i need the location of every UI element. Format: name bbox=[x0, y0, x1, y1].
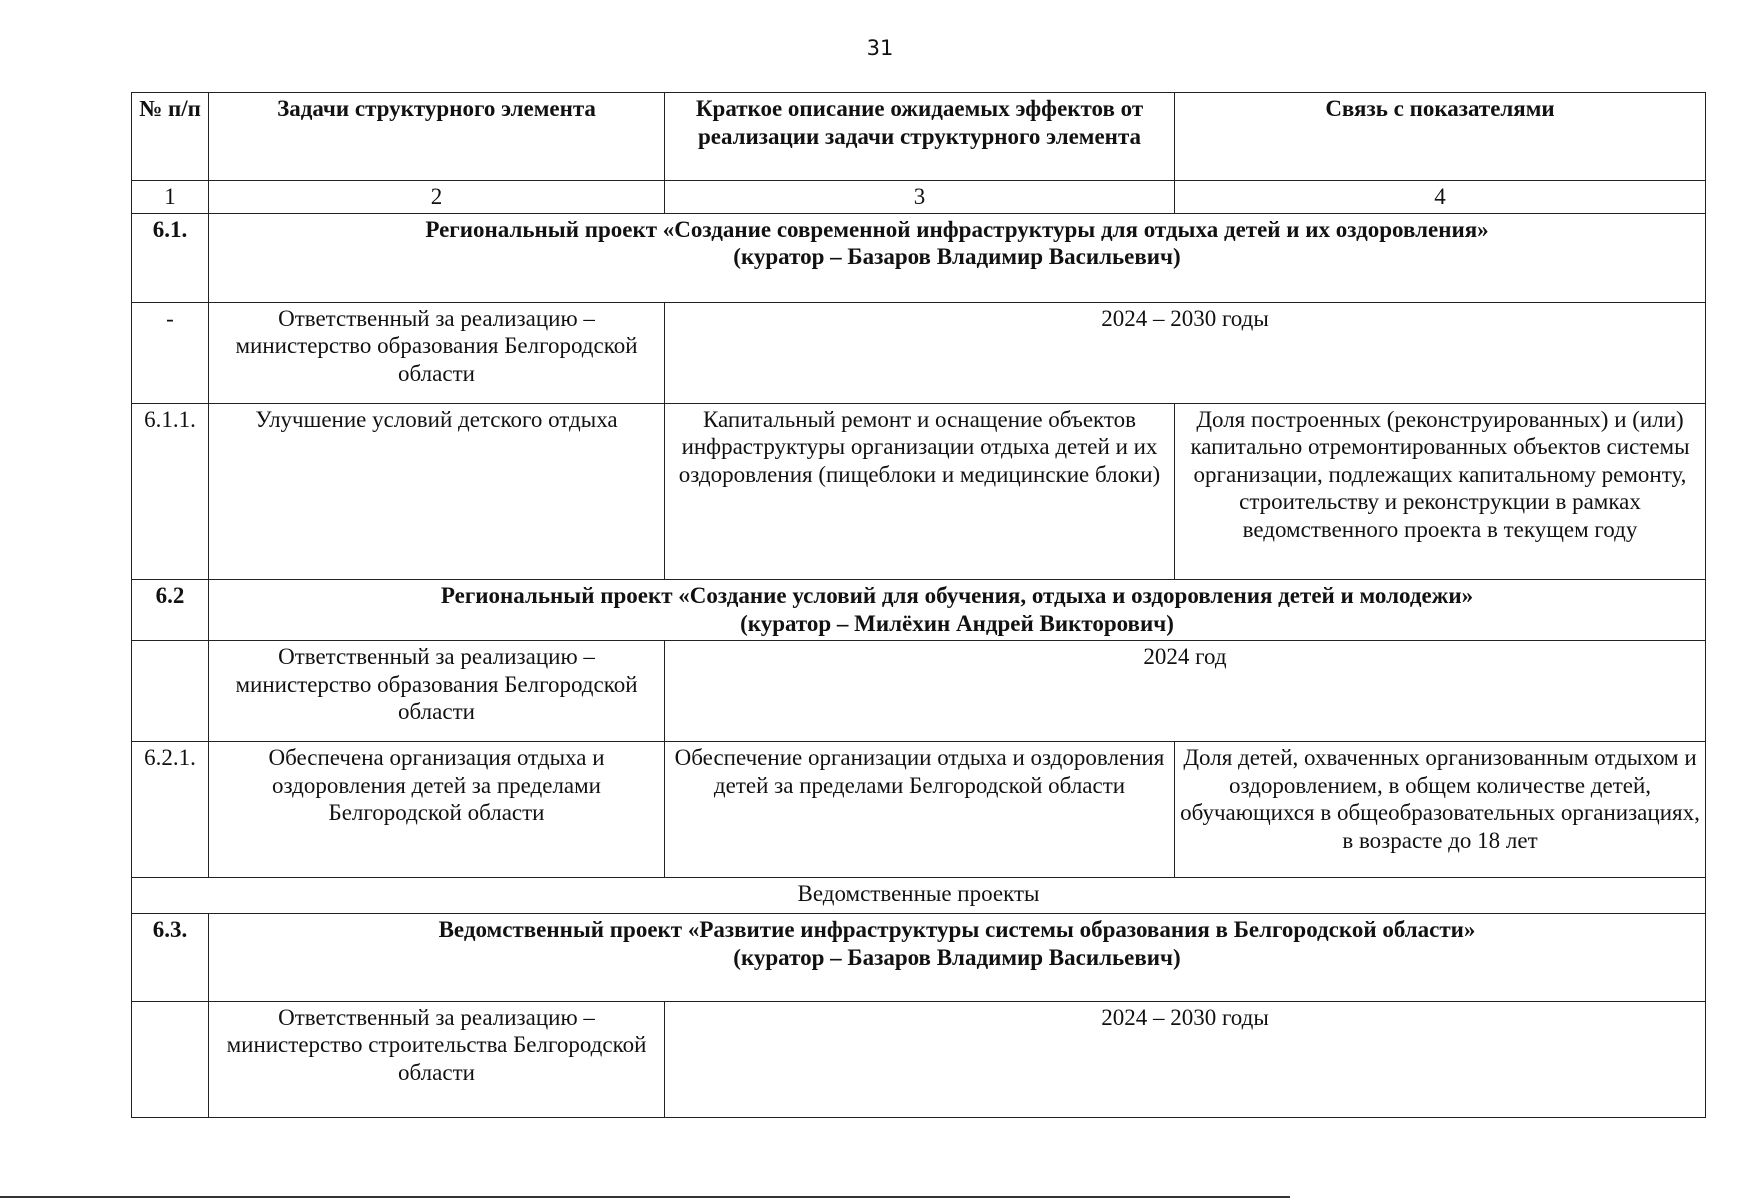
period-cell: 2024 год bbox=[665, 641, 1706, 742]
indicator-cell: Доля построенных (реконструированных) и (или) капитально отремонтированных объектов системы организации, подлежащих капитальному ремонту, строительству и реконструкции в рамках ведомственного проекта в текущем году bbox=[1175, 403, 1706, 580]
project-row bbox=[132, 213, 1706, 302]
header-tasks: Задачи структурного элемента bbox=[209, 93, 665, 181]
project-title-cell bbox=[209, 913, 1706, 1001]
project-title-cell bbox=[209, 580, 1706, 641]
structural-elements-table bbox=[131, 92, 1706, 1118]
effect-cell: Капитальный ремонт и оснащение объектов инфраструктуры организации отдыха детей и их оздоровления (пищеблоки и медицинские блоки) bbox=[665, 403, 1175, 580]
project-number: 6.2 bbox=[132, 580, 209, 641]
period-cell: 2024 – 2030 годы bbox=[665, 302, 1706, 403]
task-number: 6.1.1. bbox=[132, 403, 209, 580]
project-curator: (куратор – Базаров Владимир Васильевич) bbox=[733, 944, 1181, 970]
column-numbers-row bbox=[132, 180, 1706, 213]
responsible-row bbox=[132, 1001, 1706, 1117]
row-marker bbox=[132, 641, 209, 742]
project-curator: (куратор – Базаров Владимир Васильевич) bbox=[733, 244, 1181, 270]
project-title: Ведомственный проект «Развитие инфраструктуры системы образования в Белгородской области» bbox=[438, 916, 1476, 942]
task-row bbox=[132, 403, 1706, 580]
header-effects: Краткое описание ожидаемых эффектов от реализации задачи структурного элемента bbox=[665, 93, 1175, 181]
responsible-cell: Ответственный за реализацию – министерство образования Белгородской области bbox=[209, 641, 665, 742]
responsible-cell: Ответственный за реализацию – министерство строительства Белгородской области bbox=[209, 1001, 665, 1117]
project-curator: (куратор – Милёхин Андрей Викторович) bbox=[740, 611, 1174, 637]
column-number: 1 bbox=[132, 180, 209, 213]
project-number: 6.3. bbox=[132, 913, 209, 1001]
column-number: 3 bbox=[665, 180, 1175, 213]
period-cell: 2024 – 2030 годы bbox=[665, 1001, 1706, 1117]
task-cell: Обеспечена организация отдыха и оздоровления детей за пределами Белгородской области bbox=[209, 742, 665, 877]
bottom-rule bbox=[0, 1196, 1290, 1198]
column-number: 4 bbox=[1175, 180, 1706, 213]
row-marker bbox=[132, 1001, 209, 1117]
project-row bbox=[132, 913, 1706, 1001]
row-marker: - bbox=[132, 302, 209, 403]
header-number: № п/п bbox=[132, 93, 209, 181]
task-number: 6.2.1. bbox=[132, 742, 209, 877]
section-row bbox=[132, 877, 1706, 913]
task-cell: Улучшение условий детского отдыха bbox=[209, 403, 665, 580]
indicator-cell: Доля детей, охваченных организованным отдыхом и оздоровлением, в общем количестве детей, обучающихся в общеобразовательных организациях, в возрасте до 18 лет bbox=[1175, 742, 1706, 877]
project-number: 6.1. bbox=[132, 213, 209, 302]
project-title: Региональный проект «Создание условий для обучения, отдыха и оздоровления детей и молодежи» bbox=[440, 583, 1474, 609]
effect-cell: Обеспечение организации отдыха и оздоровления детей за пределами Белгородской области bbox=[665, 742, 1175, 877]
responsible-row bbox=[132, 302, 1706, 403]
page-number: 31 bbox=[866, 36, 894, 60]
column-number: 2 bbox=[209, 180, 665, 213]
section-heading: Ведомственные проекты bbox=[132, 877, 1706, 913]
header-row bbox=[132, 93, 1706, 181]
project-title-cell bbox=[209, 213, 1706, 302]
project-row bbox=[132, 580, 1706, 641]
responsible-cell: Ответственный за реализацию – министерство образования Белгородской области bbox=[209, 302, 665, 403]
task-row bbox=[132, 742, 1706, 877]
header-indicators: Связь с показателями bbox=[1175, 93, 1706, 181]
project-title: Региональный проект «Создание современной инфраструктуры для отдыха детей и их оздоровления» bbox=[425, 216, 1489, 242]
responsible-row bbox=[132, 641, 1706, 742]
